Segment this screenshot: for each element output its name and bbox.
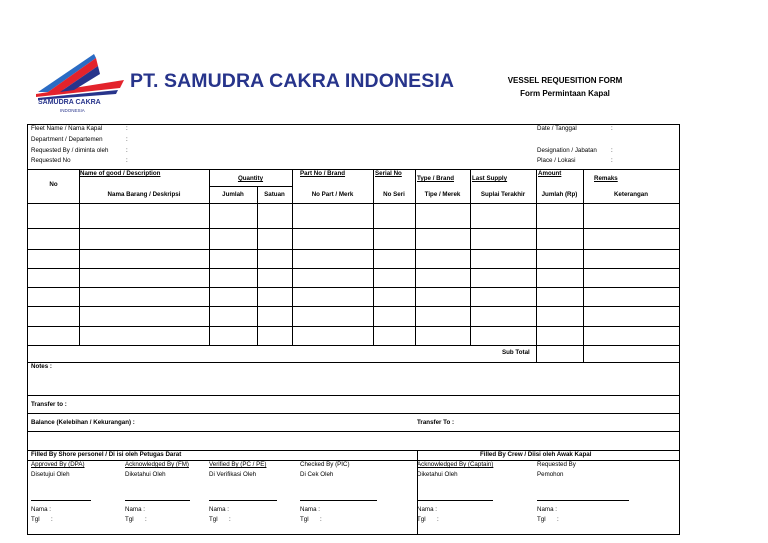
sig-tgl-sep: :	[229, 516, 231, 523]
col-last-header-en: Last Supply	[472, 175, 508, 182]
table-row-line	[28, 228, 679, 229]
sig-approved-id: Disetujui Oleh	[31, 471, 70, 478]
sig-nama: Nama :	[417, 506, 437, 513]
field-department-sep: :	[126, 136, 128, 143]
company-logo	[34, 52, 126, 100]
logo-text: SAMUDRA CAKRA	[38, 99, 101, 106]
sig-line	[300, 500, 377, 501]
col-serial-header-en: Serial No	[375, 170, 402, 177]
sig-line	[537, 500, 629, 501]
sig-requested-en: Requested By	[537, 461, 576, 468]
col-serial-header-id: No Seri	[383, 191, 405, 198]
shore-title: Filled By Shore personel / Di isi oleh Petugas Darat	[31, 451, 182, 458]
qty-sub-line	[209, 186, 292, 187]
form-title-block	[490, 74, 640, 100]
transfer-bottom-line	[28, 413, 679, 414]
col-line	[257, 186, 258, 345]
sig-nama: Nama :	[31, 506, 51, 513]
sig-tgl-sep: :	[320, 516, 322, 523]
field-fleet-name-sep: :	[126, 125, 128, 132]
col-remaks-header-en: Remaks	[594, 175, 618, 182]
col-qty-satuan: Satuan	[264, 191, 285, 198]
logo-subtext: INDONESIA	[60, 108, 85, 113]
field-fleet-name: Fleet Name / Nama Kapal	[31, 125, 103, 132]
sig-tgl: Tgl	[417, 516, 426, 523]
col-part-header-en: Part No / Brand	[300, 170, 346, 177]
field-place-sep: :	[611, 157, 613, 164]
sig-line	[209, 500, 277, 501]
sig-verified-id: Di Verifikasi Oleh	[209, 471, 257, 478]
balance-bottom-line	[28, 431, 679, 432]
sig-line	[31, 500, 91, 501]
form-title: VESSEL REQUESITION FORM	[507, 76, 623, 85]
table-row-line	[28, 326, 679, 327]
table-row-line	[28, 287, 679, 288]
table-header-bottom	[28, 203, 679, 204]
field-designation-sep: :	[611, 147, 613, 154]
sig-tgl: Tgl	[125, 516, 134, 523]
sig-line	[125, 500, 190, 501]
field-designation: Designation / Jabatan	[537, 147, 597, 154]
sig-tgl-sep: :	[145, 516, 147, 523]
form-frame	[27, 124, 680, 535]
sig-tgl: Tgl	[537, 516, 546, 523]
sig-ack-captain-id: Diketahui Oleh	[417, 471, 458, 478]
sig-nama: Nama :	[209, 506, 229, 513]
sig-nama: Nama :	[537, 506, 557, 513]
balance-label: Balance (Kelebihan / Kekurangan) :	[31, 419, 135, 426]
crew-title: Filled By Crew / Diisi oleh Awak Kapal	[480, 451, 592, 458]
sig-tgl-sep: :	[437, 516, 439, 523]
form-subtitle: Form Permintaan Kapal	[520, 89, 610, 98]
sub-total-label: Sub Total	[502, 349, 530, 356]
notes-label: Notes :	[31, 363, 52, 370]
sig-verified-en: Verified By (PC / PE)	[209, 461, 267, 468]
transfer-to-2-label: Transfer To :	[417, 419, 455, 426]
sig-tgl: Tgl	[31, 516, 40, 523]
field-requested-by-sep: :	[126, 147, 128, 154]
sig-nama: Nama :	[125, 506, 145, 513]
sig-tgl-sep: :	[51, 516, 53, 523]
col-type-header-id: Tipe / Merek	[424, 191, 461, 198]
sig-ack-fm-id: Diketahui Oleh	[125, 471, 166, 478]
field-requested-by: Requested By / diminta oleh	[31, 147, 109, 154]
col-name-header-id: Nama Barang / Deskripsi	[107, 191, 181, 198]
sig-line	[417, 500, 493, 501]
notes-bottom-line	[28, 395, 679, 396]
sig-tgl: Tgl	[209, 516, 218, 523]
col-remaks-header-id: Keterangan	[613, 191, 649, 198]
company-name: PT. SAMUDRA CAKRA INDONESIA	[130, 70, 455, 92]
field-place: Place / Lokasi	[537, 157, 576, 164]
col-qty-header-en: Quantity	[237, 175, 264, 182]
sig-tgl-sep: :	[557, 516, 559, 523]
table-row-line	[28, 306, 679, 307]
col-no-header: No	[49, 181, 58, 188]
col-part-header-id: No Part / Merk	[311, 191, 354, 198]
table-row-line	[28, 249, 679, 250]
table-row-line	[28, 345, 679, 346]
col-amount-header-id: Jumlah (Rp)	[541, 191, 578, 198]
transfer-to-label: Transfer to :	[31, 401, 67, 408]
sig-ack-fm-en: Acknowledged By (FM)	[125, 461, 189, 468]
field-requested-no: Requested No	[31, 157, 71, 164]
field-date-sep: :	[611, 125, 613, 132]
table-row-line	[28, 268, 679, 269]
col-name-header-en: Name of good / Description	[80, 170, 161, 177]
col-last-header-id: Suplai Terakhir	[480, 191, 526, 198]
col-type-header-en: Type / Brand	[417, 175, 455, 182]
subtotal-bottom-line	[28, 362, 679, 363]
field-department: Department / Departemen	[31, 136, 103, 143]
sig-ack-captain-en: Acknowledged By (Captain)	[417, 461, 494, 468]
sig-tgl: Tgl	[300, 516, 309, 523]
col-qty-jumlah: Jumlah	[222, 191, 244, 198]
field-date: Date / Tanggal	[537, 125, 577, 132]
sig-requested-id: Pemohon	[537, 471, 564, 478]
field-requested-no-sep: :	[126, 157, 128, 164]
col-amount-header-en: Amount	[538, 170, 562, 177]
sig-checked-en: Checked By (PIC)	[300, 461, 350, 468]
sig-checked-id: Di Cek Oleh	[300, 471, 334, 478]
sig-approved-en: Approved By (DPA)	[31, 461, 85, 468]
sig-nama: Nama :	[300, 506, 320, 513]
